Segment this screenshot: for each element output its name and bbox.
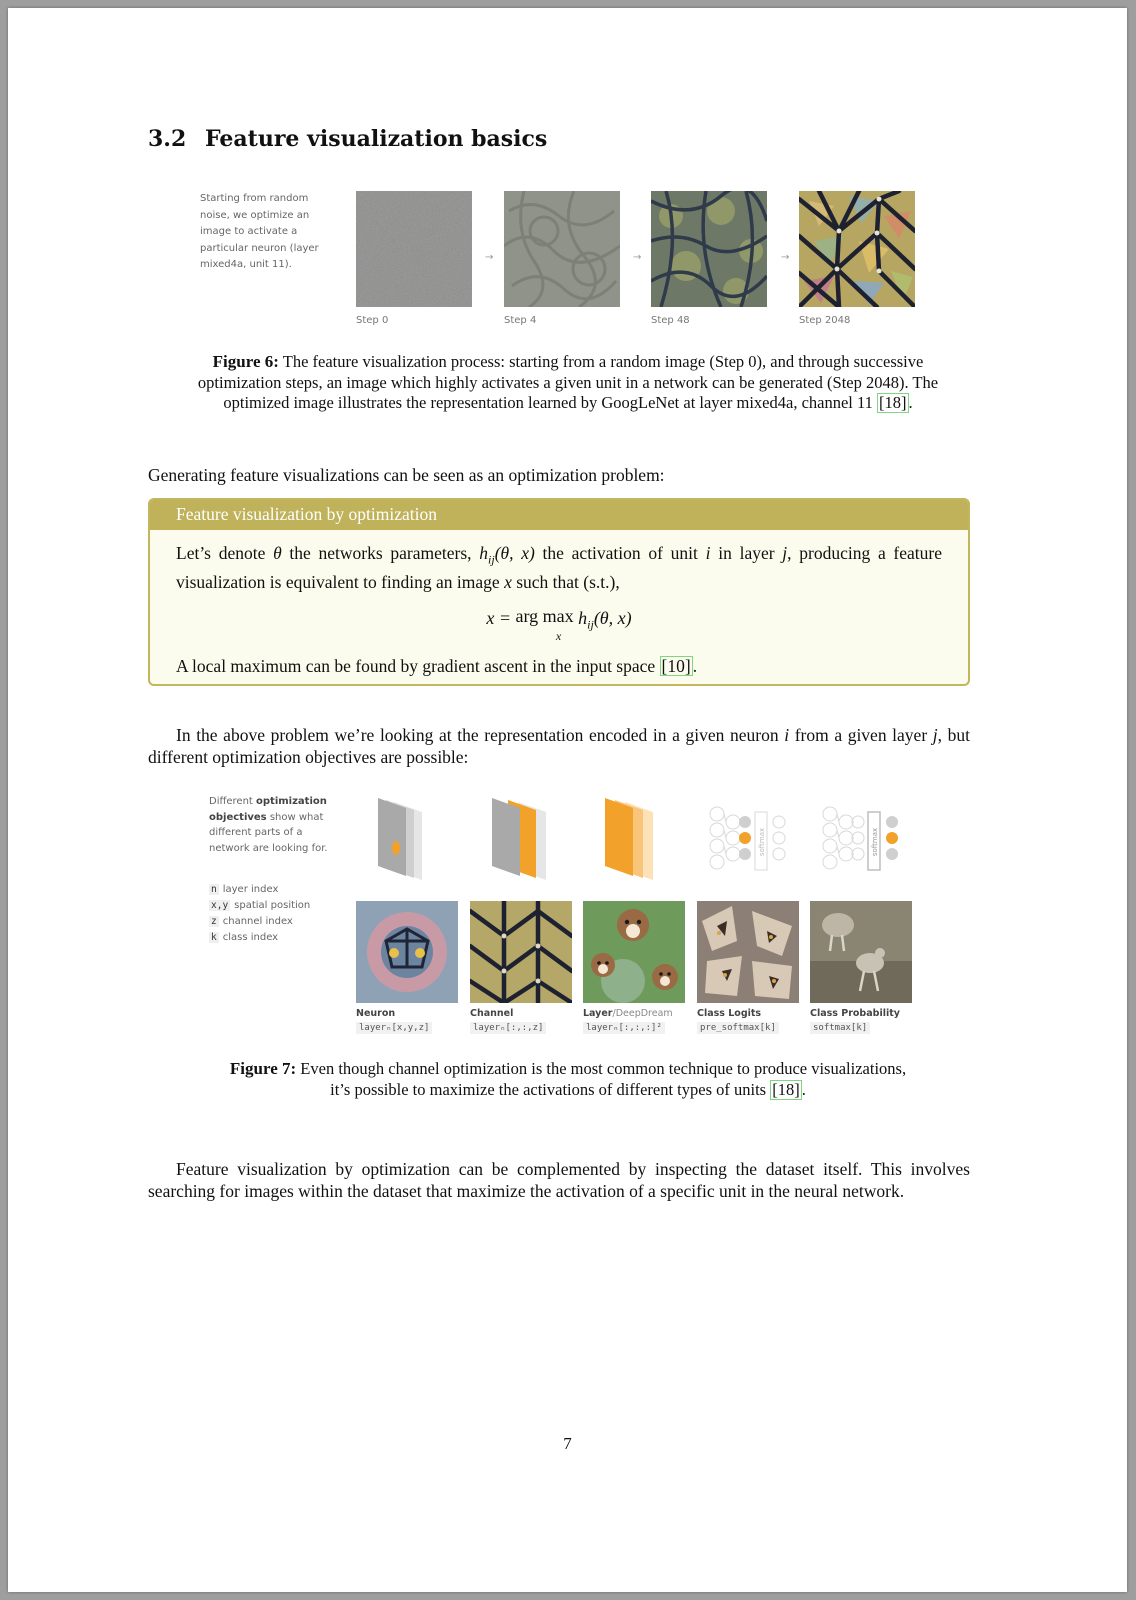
text-run: show what different parts of a network are looking for. — [209, 811, 328, 854]
arrow-icon: → — [633, 252, 642, 263]
definition-box — [148, 498, 970, 686]
figure6-caption-label: Figure 6: — [212, 352, 279, 371]
math-j: j — [782, 543, 788, 563]
layer-diagram — [591, 798, 691, 882]
legend-desc: layer index — [222, 884, 279, 895]
paragraph-dataset: Feature visualization by optimization can be complemented by inspecting the dataset itself. This involves searching for images within the dataset that maximize the activation of a specific unit in the neural network. — [148, 1159, 970, 1202]
objective-code: pre_softmax[k] — [697, 1022, 779, 1034]
class-logits-diagram — [705, 798, 805, 882]
legend-row — [209, 914, 310, 930]
arrow-icon: → — [781, 252, 790, 263]
equation-lhs: x = — [486, 607, 516, 628]
text-run: Let’s denote — [176, 543, 274, 563]
section-heading — [148, 126, 547, 152]
channel-diagram — [478, 798, 578, 882]
class-logits-visualization — [697, 901, 799, 1003]
text-run: the activation of unit — [534, 543, 706, 563]
objective-code: softmax[k] — [810, 1022, 870, 1034]
text-run: In the above problem we’re looking at the representation encoded in a given neuron — [176, 725, 785, 745]
arrow-icon: → — [485, 252, 494, 263]
math-j: j — [932, 725, 938, 745]
step48-image — [651, 191, 767, 307]
step-label: Step 48 — [651, 315, 690, 326]
math-args: (θ, x) — [494, 543, 535, 563]
figure7-caption-label: Figure 7: — [229, 1059, 297, 1078]
page — [8, 8, 1127, 1592]
equation-args: (θ, x) — [593, 607, 632, 628]
step4-image — [504, 191, 620, 307]
figure7-caption-text: Even though channel optimization is the most common technique to produce visualizations, it’s possible to maximize the activations of different types of units — [300, 1059, 907, 1099]
argmax-operator — [515, 607, 573, 645]
caption-end: . — [801, 1079, 806, 1099]
definition-box-title: Feature visualization by optimization — [150, 500, 968, 530]
legend-key: x,y — [211, 900, 229, 911]
paragraph-intro: Generating feature visualizations can be seen as an optimization problem: — [148, 465, 665, 485]
objective-name-text: Layer — [583, 1008, 613, 1019]
argmax-subscript: x — [555, 628, 562, 643]
figure6-caption — [194, 352, 942, 414]
text-run: in layer — [710, 543, 783, 563]
layer-deepdream-visualization — [583, 901, 685, 1003]
objective-name-suffix: /DeepDream — [612, 1008, 673, 1019]
page-number: 7 — [563, 1434, 572, 1453]
objective-name — [583, 1008, 673, 1019]
legend-key: k — [211, 932, 217, 943]
equation — [176, 607, 942, 645]
text-run: from a given layer — [789, 725, 933, 745]
citation-link[interactable]: [18] — [879, 393, 907, 413]
step2048-image — [799, 191, 915, 307]
caption-end: . — [908, 393, 913, 413]
softmax-label: softmax — [758, 827, 766, 857]
objective-name-text: Class Probability — [810, 1008, 900, 1019]
legend-desc: channel index — [222, 916, 293, 927]
objective-code: layerₙ[:,:,z] — [470, 1022, 546, 1034]
text-run: , producing a feature visualization is equivalent to finding an image — [176, 543, 942, 592]
text-run: the networks parameters, — [281, 543, 480, 563]
text-run: Different — [209, 796, 257, 807]
text-run-bold: optimization objectives — [209, 796, 327, 823]
paragraph-problem — [148, 724, 970, 768]
legend-row — [209, 898, 310, 914]
step-label: Step 4 — [504, 315, 537, 326]
legend-desc: class index — [222, 932, 279, 943]
text-run: , but different optimization objectives are possible: — [148, 725, 971, 768]
objective-name — [356, 1008, 395, 1019]
equation-subscript: ij — [587, 617, 594, 632]
math-subscript: ij — [488, 552, 495, 567]
math-i: i — [705, 543, 711, 563]
channel-visualization — [470, 901, 572, 1003]
legend-key: n — [211, 884, 217, 895]
citation-link[interactable]: [18] — [772, 1079, 800, 1099]
text-run: A local maximum can be found by gradient ascent in the input space — [176, 655, 656, 676]
definition-conclusion — [176, 655, 942, 677]
objective-name-text: Class Logits — [697, 1008, 762, 1019]
math-h: h — [479, 543, 489, 563]
legend-row — [209, 930, 310, 946]
math-theta: θ — [273, 543, 282, 563]
class-probability-diagram — [818, 798, 918, 882]
section-number: 3.2 — [148, 126, 187, 152]
text-run: . — [692, 655, 698, 676]
legend-key: z — [211, 916, 217, 927]
legend-desc: spatial position — [234, 900, 311, 911]
objective-name — [470, 1008, 513, 1019]
index-legend — [209, 882, 310, 946]
objective-code: layerₙ[:,:,:]² — [583, 1022, 665, 1034]
argmax-label: arg max — [515, 605, 574, 626]
figure7-description — [209, 794, 339, 856]
step-label: Step 2048 — [799, 315, 851, 326]
neuron-visualization — [356, 901, 458, 1003]
objective-name — [810, 1008, 900, 1019]
math-x: x — [504, 571, 512, 592]
definition-box-body — [150, 530, 968, 677]
softmax-label: softmax — [871, 827, 879, 857]
legend-row — [209, 882, 310, 898]
neuron-diagram — [364, 798, 464, 882]
section-title: Feature visualization basics — [205, 126, 548, 152]
class-probability-visualization — [810, 901, 912, 1003]
citation-link[interactable]: [10] — [661, 655, 691, 676]
step-label: Step 0 — [356, 315, 389, 326]
figure6-description: Starting from random noise, we optimize an image to activate a particular neuron (layer mixed4a, unit 11). — [200, 193, 319, 270]
equation-rhs: h — [578, 607, 588, 628]
objective-name — [697, 1008, 761, 1019]
figure7-caption — [218, 1059, 918, 1100]
definition-text — [176, 542, 942, 593]
step0-image — [356, 191, 472, 307]
objective-code: layerₙ[x,y,z] — [356, 1022, 432, 1034]
math-i: i — [784, 725, 790, 745]
objective-name-text: Neuron — [356, 1008, 396, 1019]
text-run: such that (s.t.), — [511, 571, 620, 592]
figure6-caption-text: The feature visualization process: starting from a random image (Step 0), and through successive optimization steps, an image which highly activates a given unit in a network can be generated (Step 2048). The optimized image illustrates the representation learned by GoogLeNet at layer mixed4a, channel 11 — [197, 352, 939, 413]
objective-name-text: Channel — [470, 1008, 514, 1019]
